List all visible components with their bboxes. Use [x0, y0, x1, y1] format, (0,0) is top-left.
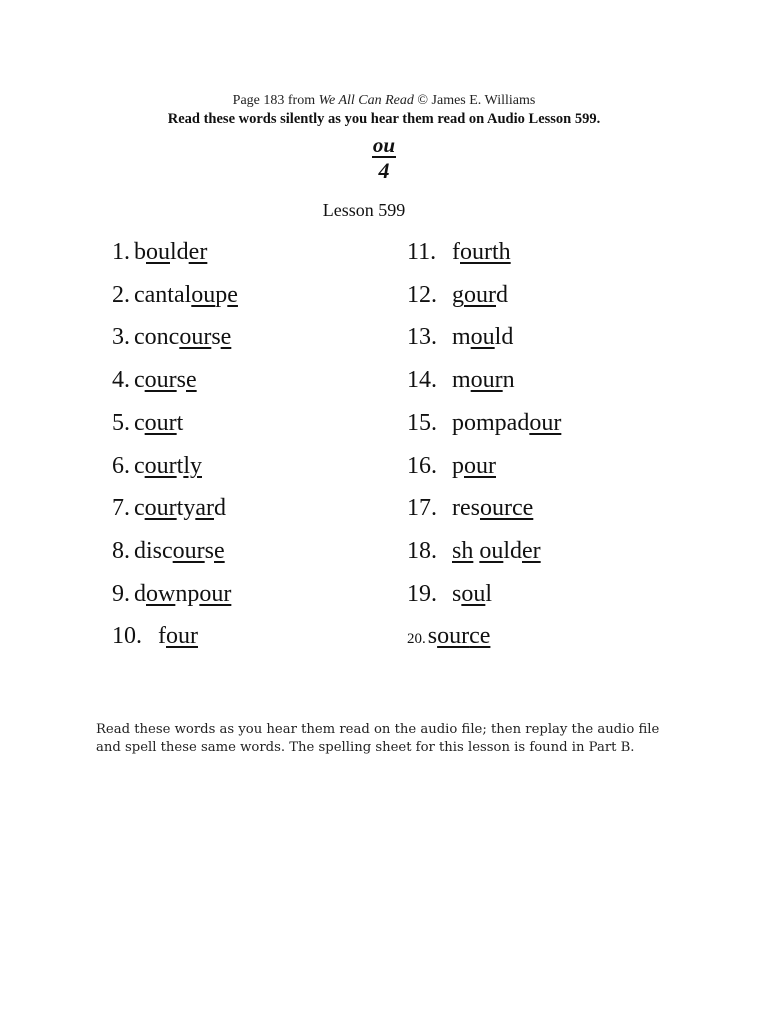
- word-item-5: [112, 409, 183, 437]
- word-number: 11.: [407, 239, 437, 265]
- word-item-10: [112, 622, 198, 650]
- word-text: [134, 581, 231, 607]
- underlined-letters: e: [220, 324, 232, 350]
- word-text: [452, 453, 496, 479]
- word-item-19: [407, 580, 492, 608]
- word-letters: c: [134, 410, 145, 436]
- word-item-8: [112, 537, 225, 565]
- underlined-letters: er: [188, 239, 208, 265]
- underlined-letters: e: [227, 282, 238, 308]
- word-item-17: [407, 494, 533, 522]
- word-letters: s: [204, 538, 215, 564]
- word-number: 14.: [407, 367, 437, 393]
- word-number: 1.: [112, 239, 130, 265]
- word-text: [134, 453, 202, 479]
- word-letters: d: [134, 581, 146, 607]
- sound-number: 4: [378, 158, 390, 183]
- underlined-letters: our: [529, 410, 562, 436]
- word-letters: c: [134, 367, 145, 393]
- book-title: We All Can Read: [318, 93, 414, 108]
- word-item-9: [112, 580, 231, 608]
- word-letters: d: [496, 282, 508, 308]
- lesson-title: Lesson 599: [322, 200, 406, 220]
- word-item-11: [407, 238, 511, 266]
- word-number: 16.: [407, 453, 437, 479]
- word-letters: ld: [494, 324, 514, 350]
- word-letters: s: [211, 324, 221, 350]
- underlined-letters: our: [470, 367, 503, 393]
- underlined-letters: our: [199, 581, 232, 607]
- word-text: [452, 324, 513, 350]
- word-text: [452, 410, 561, 436]
- word-number: 18.: [407, 538, 437, 564]
- underlined-letters: ou: [479, 538, 504, 564]
- underlined-letters: our: [144, 367, 177, 393]
- word-item-18: [407, 537, 541, 565]
- word-number: 10.: [112, 623, 142, 649]
- word-letters: c: [134, 453, 145, 479]
- word-text: [134, 239, 207, 265]
- word-item-16: [407, 452, 496, 480]
- word-number: 7.: [112, 495, 130, 521]
- word-item-3: [112, 323, 231, 351]
- word-letters: n: [502, 367, 515, 393]
- word-text: [134, 324, 231, 350]
- word-letters: d: [213, 495, 226, 521]
- word-text: [134, 282, 238, 308]
- underlined-letters: e: [186, 367, 197, 393]
- word-letters: t: [176, 410, 184, 436]
- word-text: [158, 623, 198, 649]
- word-number: 20.: [407, 631, 426, 647]
- word-item-1: [112, 238, 207, 266]
- word-number: 19.: [407, 581, 437, 607]
- word-text: [452, 581, 492, 607]
- word-letters: pompad: [452, 410, 530, 436]
- underlined-letters: ar: [195, 495, 214, 521]
- underlined-letters: sh: [452, 538, 474, 564]
- word-text: [452, 239, 511, 265]
- underlined-letters: our: [144, 453, 177, 479]
- word-letters: m: [452, 324, 471, 350]
- instruction-line: Read these words silently as you hear them read on Audio Lesson 599.: [167, 111, 601, 127]
- word-text: [428, 623, 491, 649]
- word-item-6: [112, 452, 202, 480]
- word-text: [452, 538, 541, 564]
- underlined-letters: our: [166, 623, 198, 649]
- underlined-letters: ow: [146, 581, 176, 607]
- word-letters: res: [452, 495, 480, 521]
- sound-label: [0, 133, 768, 158]
- word-item-7: [112, 494, 226, 522]
- underlined-letters: ou: [191, 282, 216, 308]
- word-number: 17.: [407, 495, 437, 521]
- underlined-letters: our: [479, 495, 512, 521]
- sound-letters: ou: [372, 133, 396, 157]
- word-letters: g: [452, 282, 464, 308]
- source-prefix: Page 183 from: [232, 93, 319, 108]
- word-item-14: [407, 366, 515, 394]
- word-letters: disc: [134, 538, 173, 564]
- word-item-20: [407, 622, 490, 653]
- word-item-13: [407, 323, 513, 351]
- word-letters: np: [175, 581, 200, 607]
- word-letters: s: [452, 581, 462, 607]
- word-letters: t: [176, 453, 184, 479]
- word-text: [452, 495, 533, 521]
- underlined-letters: ou: [461, 581, 486, 607]
- underlined-letters: our: [144, 410, 177, 436]
- underlined-letters: our: [172, 538, 205, 564]
- word-letters: ld: [170, 239, 189, 265]
- word-number: 3.: [112, 324, 130, 350]
- word-letters: c: [134, 495, 145, 521]
- word-letters: f: [158, 623, 166, 649]
- underlined-letters: our: [460, 239, 492, 265]
- underlined-letters: our: [437, 623, 470, 649]
- underlined-letters: ly: [183, 453, 202, 479]
- underlined-letters: ou: [146, 239, 170, 265]
- underlined-letters: ce: [469, 623, 491, 649]
- underlined-letters: our: [464, 453, 496, 479]
- underlined-letters: our: [464, 282, 496, 308]
- word-letters: cantal: [134, 282, 192, 308]
- word-number: 15.: [407, 410, 437, 436]
- word-item-15: [407, 409, 561, 437]
- word-letters: l: [485, 581, 493, 607]
- word-text: [134, 410, 183, 436]
- word-letters: s: [176, 367, 186, 393]
- word-letters: m: [452, 367, 471, 393]
- word-text: [134, 495, 226, 521]
- word-number: 12.: [407, 282, 437, 308]
- underlined-letters: th: [492, 239, 511, 265]
- underlined-letters: er: [522, 538, 541, 564]
- word-number: 5.: [112, 410, 130, 436]
- underlined-letters: our: [179, 324, 212, 350]
- word-item-4: [112, 366, 197, 394]
- word-number: 9.: [112, 581, 130, 607]
- word-number: 8.: [112, 538, 130, 564]
- word-item-2: [112, 281, 238, 309]
- footer-note: Read these words as you hear them read on the audio file; then replay the audio file and spell these same words. The spelling sheet for this lesson is found in Part B.: [96, 722, 660, 755]
- underlined-letters: e: [214, 538, 225, 564]
- word-number: 13.: [407, 324, 437, 350]
- word-letters: ld: [503, 538, 523, 564]
- word-letters: conc: [134, 324, 180, 350]
- word-number: 6.: [112, 453, 130, 479]
- word-letters: p: [452, 453, 464, 479]
- word-text: [134, 538, 225, 564]
- word-text: [134, 367, 197, 393]
- word-letters: b: [134, 239, 146, 265]
- underlined-letters: ou: [470, 324, 495, 350]
- word-letters: f: [452, 239, 460, 265]
- source-suffix: © James E. Williams: [413, 93, 536, 108]
- word-letters: s: [427, 623, 438, 649]
- word-letters: p: [215, 282, 228, 308]
- word-number: 2.: [112, 282, 130, 308]
- source-line: [0, 93, 768, 109]
- word-letters: ty: [176, 495, 196, 521]
- underlined-letters: our: [144, 495, 177, 521]
- word-text: [452, 367, 515, 393]
- word-text: [452, 282, 508, 308]
- word-item-12: [407, 281, 508, 309]
- word-number: 4.: [112, 367, 130, 393]
- underlined-letters: ce: [511, 495, 534, 521]
